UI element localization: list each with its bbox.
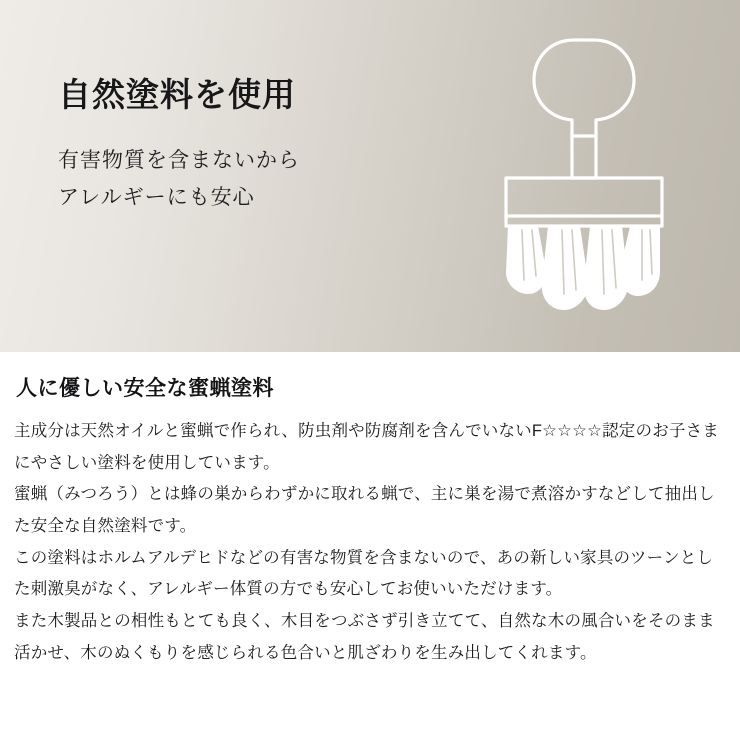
hero-title: 自然塗料を使用: [58, 76, 296, 113]
paint-brush-icon: [462, 18, 682, 338]
body-paragraph-1: 主成分は天然オイルと蜜蝋で作られ、防虫剤や防腐剤を含んでいないF☆☆☆☆認定のお子さまにやさしい塗料を使用しています。: [14, 422, 720, 472]
hero-text-block: [58, 74, 488, 216]
body-paragraph-2: 蜜蝋（みつろう）とは蜂の巣からわずかに取れる蝋で、主に巣を湯で煮溶かすなどして抽出した安全な自然塗料です。: [14, 485, 715, 536]
body-paragraph-4: また木製品との相性もとても良く、木目をつぶさず引き立てて、自然な木の風合いをそのまま活かせ、木のぬくもりを感じられる色合いと肌ざわりを生み出してくれます。: [14, 612, 715, 662]
section-heading: 人に優しい安全な蜜蝋塗料: [16, 377, 274, 400]
hero-subtitle-line-2: アレルギーにも安心: [58, 185, 255, 209]
body-content: [0, 352, 740, 669]
hero-subtitle-line-1: 有害物質を含まないから: [58, 148, 300, 172]
hero-banner: [0, 0, 740, 352]
body-paragraph-3: この塗料はホルムアルデヒドなどの有害な物質を含まないので、あの新しい家具のツーンとした刺激臭がなく、アレルギー体質の方でも安心してお使いいただけます。: [14, 548, 714, 599]
